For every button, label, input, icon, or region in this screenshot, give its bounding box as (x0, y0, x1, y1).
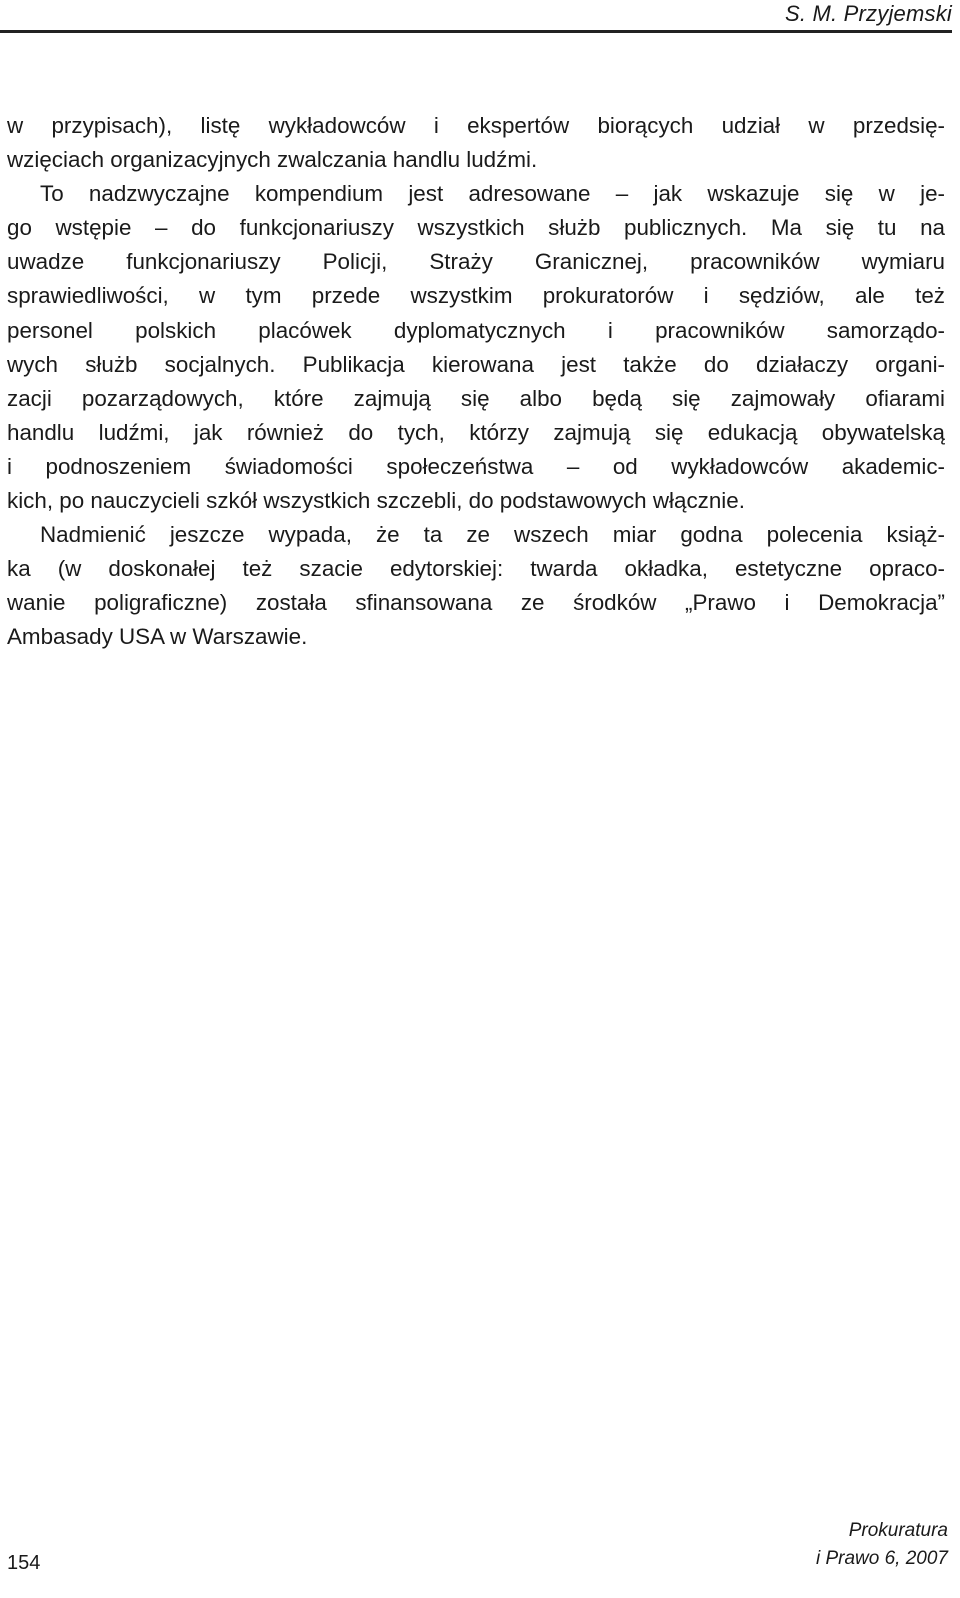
running-head-author: S. M. Przyjemski (785, 1, 952, 26)
text-line: handlu ludźmi, jak również do tych, którzy zajmują się edukacją obywatelską (7, 419, 945, 445)
text-line: personel polskich placówek dyplomatycznych i pracowników samorządo- (7, 317, 945, 343)
text-line: zacji pozarządowych, które zajmują się albo będą się zajmowały ofiarami (7, 385, 945, 411)
body-text (7, 109, 945, 655)
paragraph-start-line: Nadmienić jeszcze wypada, że ta ze wszech miar godna polecenia książ- (40, 522, 945, 548)
text-line: ka (w doskonałej też szacie edytorskiej: twarda okładka, estetyczne opraco- (7, 556, 945, 582)
text-line: wanie poligraficzne) została sfinansowana ze środków „Prawo i Demokracja” (7, 590, 945, 616)
page-number: 154 (7, 1552, 41, 1574)
journal-footer (816, 1517, 948, 1573)
text-line: kich, po nauczycieli szkół wszystkich szczebli, do podstawowych włącznie. (7, 488, 745, 514)
header-rule (0, 30, 952, 33)
text-line: Ambasady USA w Warszawie. (7, 624, 308, 650)
text-line: sprawiedliwości, w tym przede wszystkim prokuratorów i sędziów, ale też (7, 283, 945, 309)
text-line: uwadze funkcjonariuszy Policji, Straży Granicznej, pracowników wymiaru (7, 249, 945, 275)
text-line: go wstępie – do funkcjonariuszy wszystkich służb publicznych. Ma się tu na (7, 215, 945, 241)
text-line: wych służb socjalnych. Publikacja kierowana jest także do działaczy organi- (7, 351, 945, 377)
journal-issue: i Prawo 6, 2007 (815, 1548, 948, 1569)
text-line: wzięciach organizacyjnych zwalczania handlu ludźmi. (7, 147, 538, 173)
text-line: i podnoszeniem świadomości społeczeństwa – od wykładowców akademic- (7, 453, 945, 479)
paragraph-start-line: To nadzwyczajne kompendium jest adresowane – jak wskazuje się w je- (40, 181, 945, 207)
journal-title: Prokuratura (848, 1520, 948, 1541)
text-line: w przypisach), listę wykładowców i ekspertów biorących udział w przedsię- (7, 113, 945, 138)
